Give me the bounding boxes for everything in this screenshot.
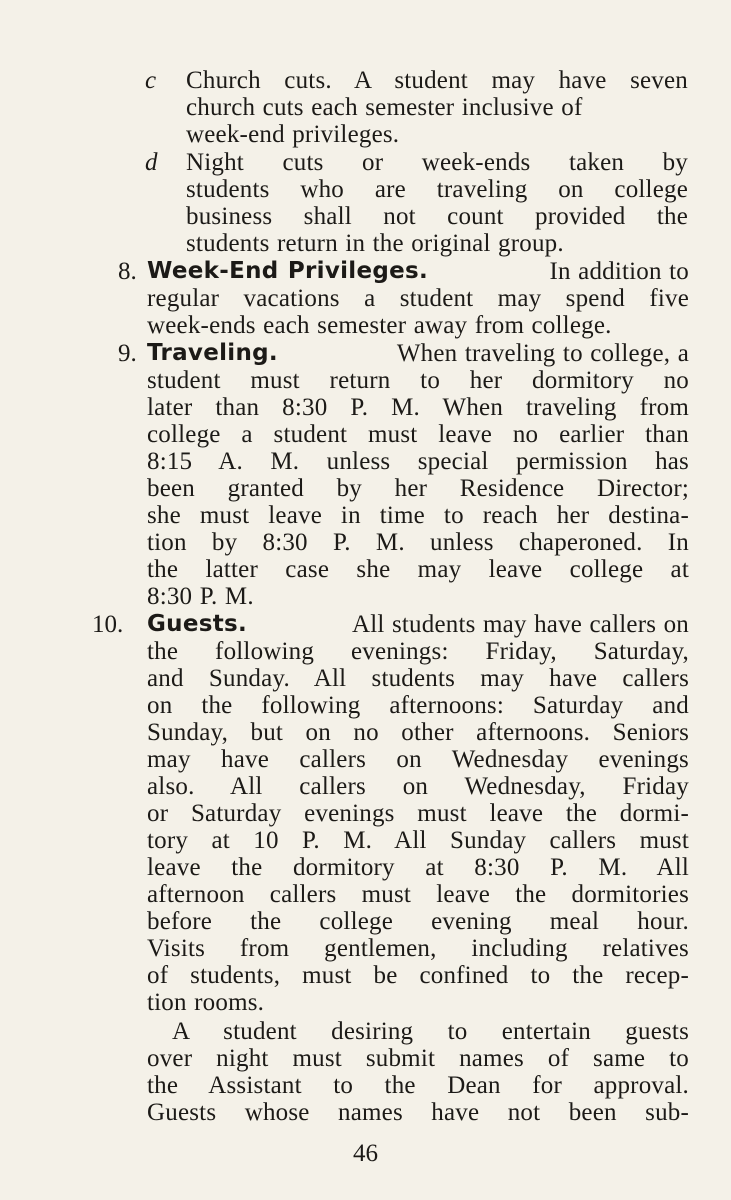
item-10-line-14: of students, must be confined to the recep- — [147, 962, 689, 989]
item-9-line-3: later than 8:30 P. M. When traveling from — [147, 394, 689, 421]
item-9-line-7: she must leave in time to reach her destina- — [147, 502, 689, 529]
item-c-line-1: Church cuts. A student may have seven — [186, 67, 688, 94]
item-c-marker: c — [145, 67, 157, 94]
item-10-number: 10. — [92, 611, 124, 638]
item-10-line-10: leave the dormitory at 8:30 P. M. All — [147, 854, 689, 881]
item-d-marker: d — [145, 149, 158, 176]
item-8-line-2: regular vacations a student may spend five — [147, 285, 689, 312]
page-number: 46 — [353, 1140, 378, 1167]
item-d-line-3: business shall not count provided the — [186, 203, 688, 230]
item-10-line-6: may have callers on Wednesday evenings — [147, 746, 689, 773]
item-10-line-11: afternoon callers must leave the dormitories — [147, 881, 689, 908]
item-c-line-2: church cuts each semester inclusive of — [186, 94, 583, 121]
item-10-line-13: Visits from gentlemen, including relatives — [147, 935, 689, 962]
item-8-number: 8. — [118, 258, 137, 285]
item-10-first-line-text: All students may have callers on — [351, 611, 689, 638]
item-8-line-3: week-ends each semester away from college. — [147, 312, 612, 339]
item-9-line-10: 8:30 P. M. — [147, 583, 254, 610]
item-10-line-9: tory at 10 P. M. All Sunday callers must — [147, 827, 689, 854]
item-10-line-8: or Saturday evenings must leave the dormi- — [147, 800, 689, 827]
item-10-heading: Guests. — [147, 611, 248, 637]
item-d-line-4: students return in the original group. — [186, 230, 564, 257]
item-9-first-line — [147, 340, 689, 367]
item-d-line-2: students who are traveling on college — [186, 176, 688, 203]
item-8-first-line-text: In addition to — [549, 258, 689, 285]
item-d-line-1: Night cuts or week-ends taken by — [186, 149, 688, 176]
item-10-para2-line-3: the Assistant to the Dean for approval. — [147, 1072, 689, 1099]
item-10-line-5: Sunday, but on no other afternoons. Seniors — [147, 719, 689, 746]
item-8-first-line — [147, 258, 689, 285]
item-9-line-4: college a student must leave no earlier than — [147, 421, 689, 448]
item-9-number: 9. — [118, 340, 137, 367]
item-c-line-3: week-end privileges. — [186, 121, 400, 148]
item-10-first-line — [147, 611, 689, 638]
item-10-line-3: and Sunday. All students may have callers — [147, 665, 689, 692]
item-10-line-2: the following evenings: Friday, Saturday, — [147, 638, 689, 665]
item-10-line-7: also. All callers on Wednesday, Friday — [147, 773, 689, 800]
item-9-line-5: 8:15 A. M. unless special permission has — [147, 448, 689, 475]
item-9-line-2: student must return to her dormitory no — [147, 367, 689, 394]
item-9-heading: Traveling. — [147, 340, 278, 366]
item-9-line-8: tion by 8:30 P. M. unless chaperoned. In — [147, 529, 689, 556]
item-10-line-4: on the following afternoons: Saturday and — [147, 692, 689, 719]
item-9-line-6: been granted by her Residence Director; — [147, 475, 689, 502]
item-10-para2-line-1: A student desiring to entertain guests — [172, 1018, 689, 1045]
item-10-line-12: before the college evening meal hour. — [147, 908, 689, 935]
item-9-first-line-text: When traveling to college, a — [396, 340, 689, 367]
item-10-para2-line-4: Guests whose names have not been sub- — [147, 1099, 689, 1126]
item-9-line-9: the latter case she may leave college at — [147, 556, 689, 583]
item-8-heading: Week-End Privileges. — [147, 258, 429, 284]
item-10-para2-line-2: over night must submit names of same to — [147, 1045, 689, 1072]
item-10-line-15: tion rooms. — [147, 989, 265, 1016]
